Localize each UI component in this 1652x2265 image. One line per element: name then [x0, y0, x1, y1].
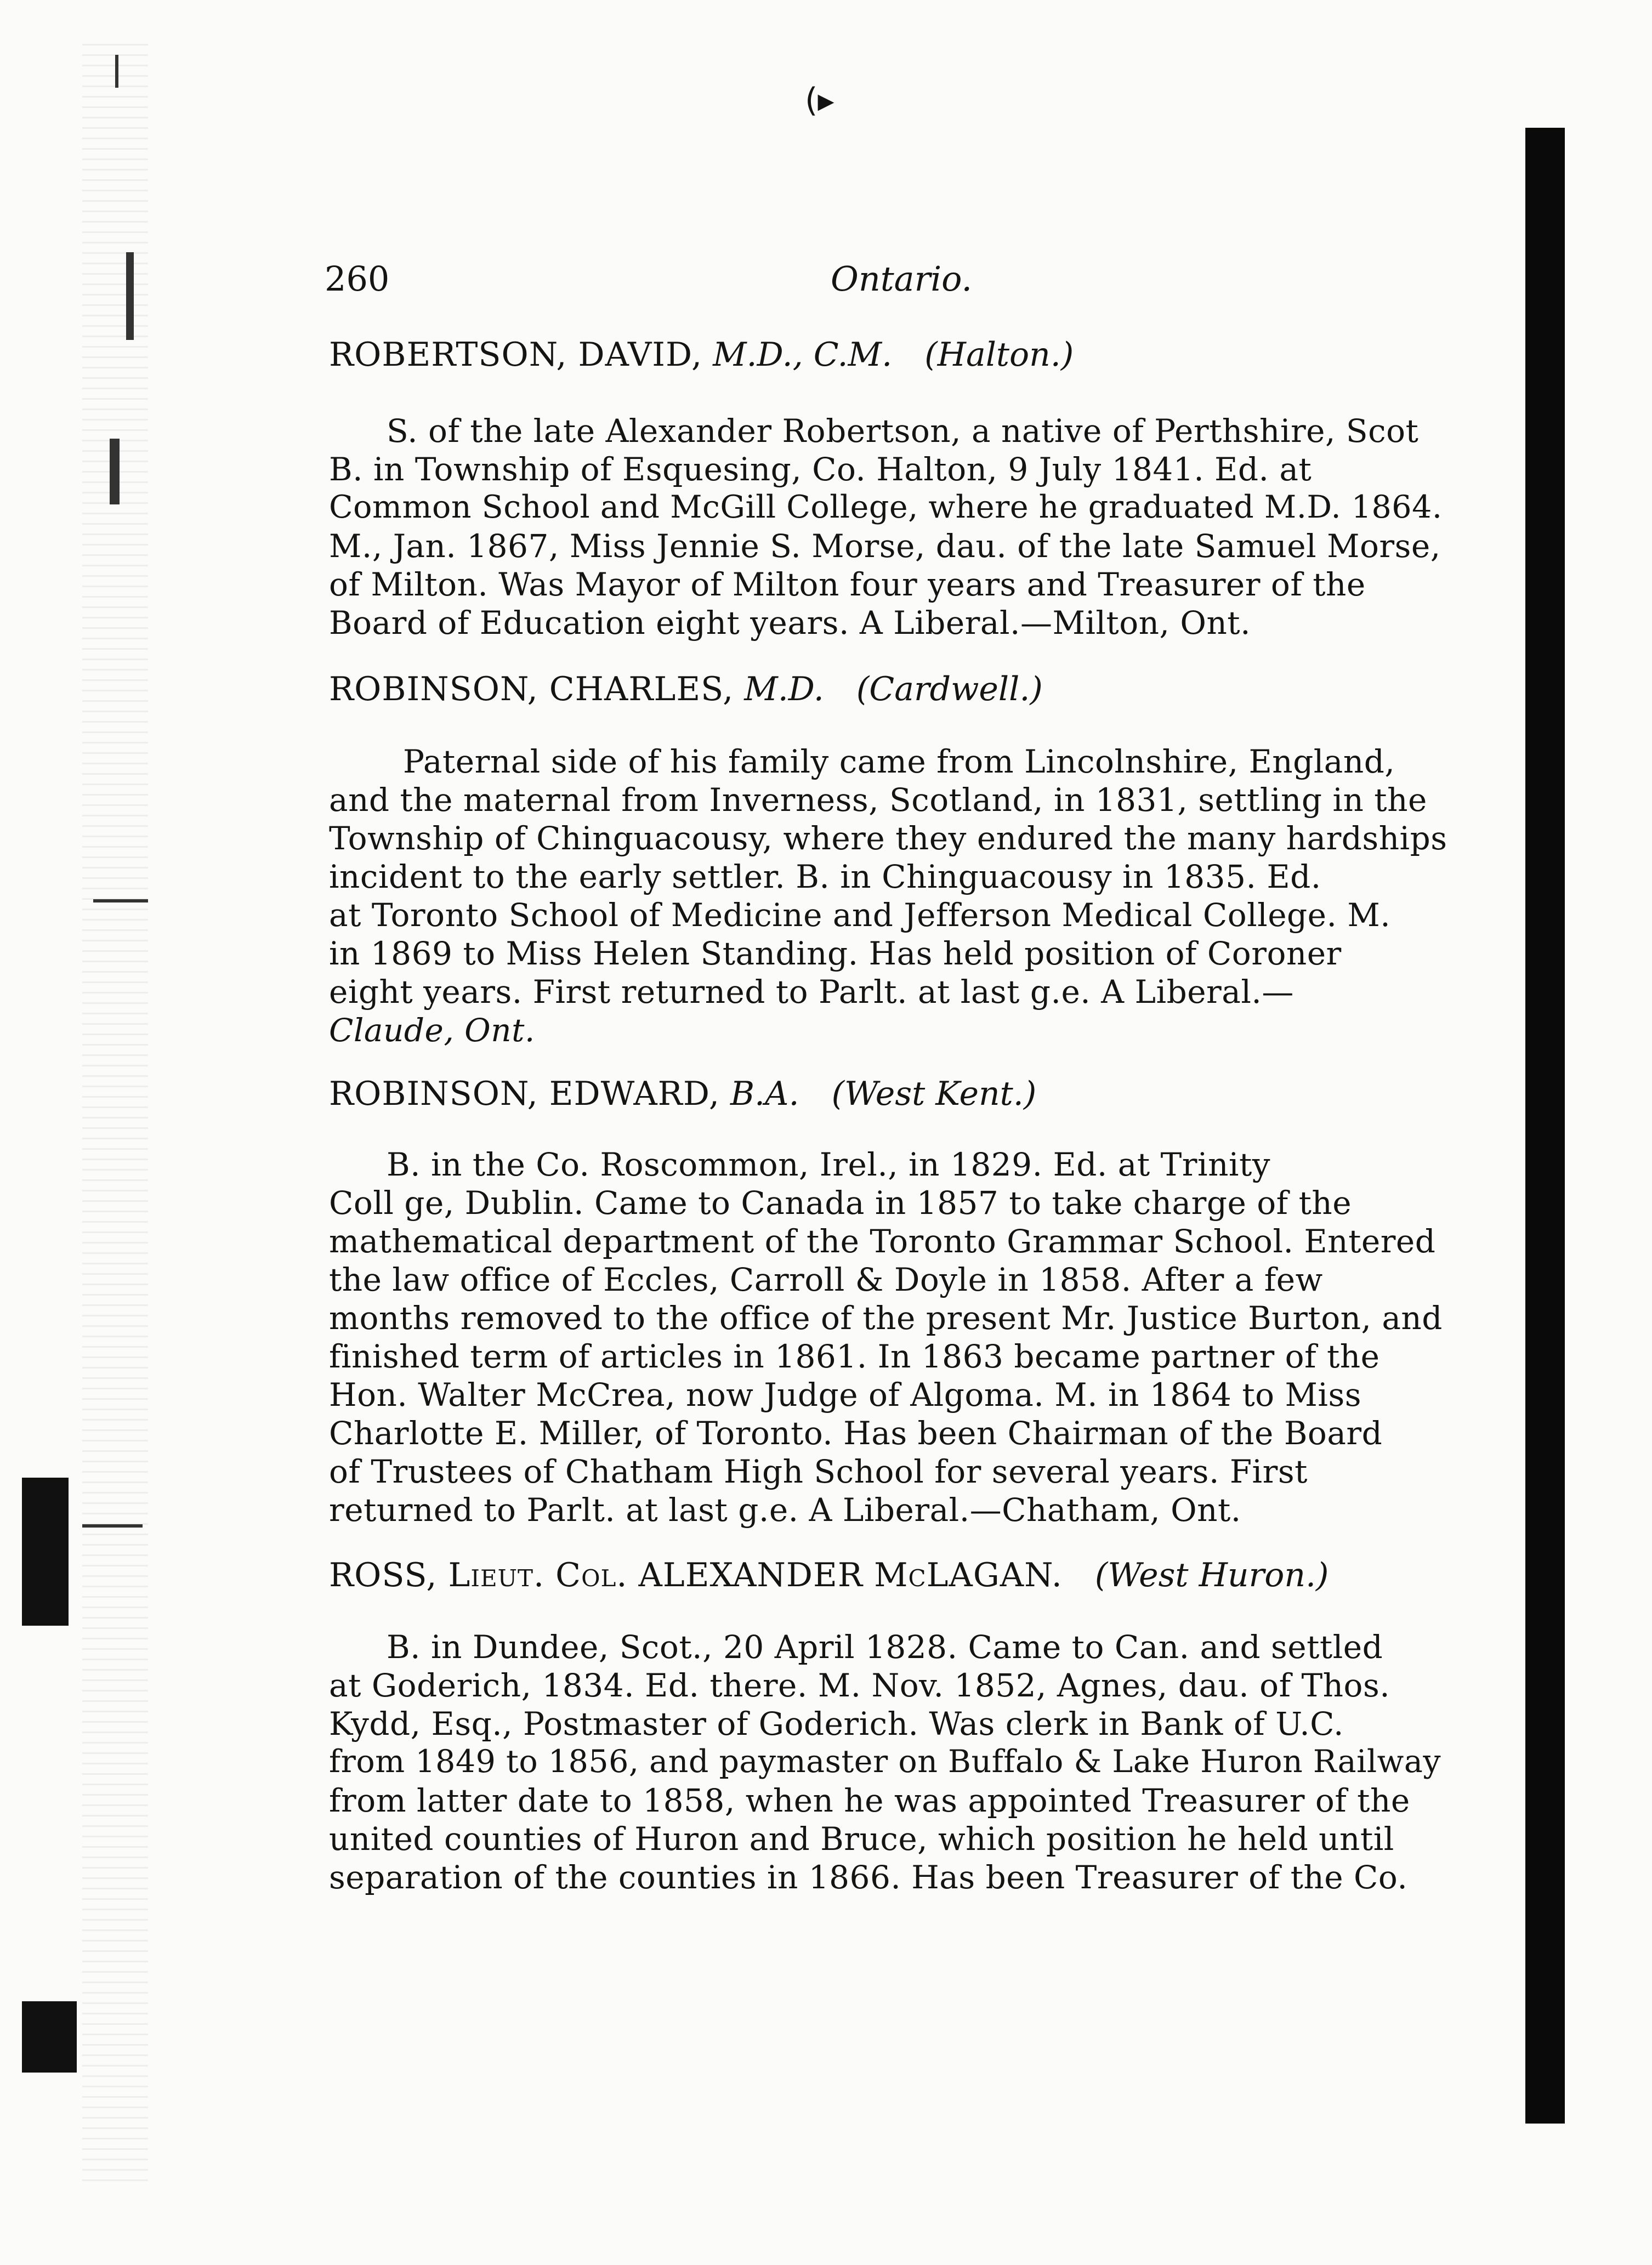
- entry-credentials: M.D.: [744, 670, 824, 708]
- entry-text-line: Charlotte E. Miller, of Toronto. Has been Chairman of the Board: [329, 1415, 1383, 1452]
- entry-riding: (Cardwell.): [856, 670, 1043, 708]
- running-head: Ontario.: [831, 259, 973, 299]
- entry-text-line: Kydd, Esq., Postmaster of Goderich. Was clerk in Bank of U.C.: [329, 1705, 1344, 1742]
- top-mark: (▸: [805, 81, 834, 120]
- scan-mark-block-upper: [22, 1478, 69, 1626]
- entry-name: ROSS, Lieut. Col. ALEXANDER McLAGAN.: [329, 1556, 1063, 1594]
- entry-text-line: united counties of Huron and Bruce, which position he held until: [329, 1820, 1394, 1858]
- entry-heading: [329, 336, 1074, 374]
- entry-text-line: Common School and McGill College, where he graduated M.D. 1864.: [329, 489, 1443, 525]
- entry-name: ROBERTSON, DAVID,: [329, 336, 703, 374]
- entry-riding: (West Huron.): [1094, 1556, 1329, 1594]
- entry-text-line: Hon. Walter McCrea, now Judge of Algoma. M. in 1864 to Miss: [329, 1376, 1361, 1414]
- entry-text-line: Claude, Ont.: [329, 1012, 535, 1049]
- entry-text-line: of Milton. Was Mayor of Milton four years and Treasurer of the: [329, 566, 1366, 603]
- entry-text-line: Paternal side of his family came from Lincolnshire, England,: [403, 743, 1395, 780]
- page-number: 260: [325, 259, 390, 299]
- entry-riding: (West Kent.): [831, 1075, 1037, 1113]
- entry-text-line: Township of Chinguacousy, where they endured the many hardships: [329, 820, 1447, 857]
- entry-text-line: mathematical department of the Toronto Grammar School. Entered: [329, 1223, 1436, 1260]
- entry-text-line: Coll ge, Dublin. Came to Canada in 1857 to take charge of the: [329, 1184, 1352, 1222]
- entry-text-line: at Toronto School of Medicine and Jefferson Medical College. M.: [329, 896, 1391, 934]
- entry-text-line: and the maternal from Inverness, Scotland, in 1831, settling in the: [329, 781, 1427, 819]
- entry-text-line: eight years. First returned to Parlt. at last g.e. A Liberal.—: [329, 973, 1294, 1011]
- entry-credentials: M.D., C.M.: [713, 336, 893, 374]
- entry-text-line: the law office of Eccles, Carroll & Doyle in 1858. After a few: [329, 1261, 1323, 1298]
- entry-text-line: from latter date to 1858, when he was appointed Treasurer of the: [329, 1782, 1410, 1819]
- entry-text-line: Board of Education eight years. A Liberal.—Milton, Ont.: [329, 604, 1251, 642]
- entry-text-line: from 1849 to 1856, and paymaster on Buffalo & Lake Huron Railway: [329, 1744, 1441, 1780]
- entry-text-line: B. in Dundee, Scot., 20 April 1828. Came to Can. and settled: [387, 1628, 1383, 1666]
- entry-heading: [329, 1075, 1036, 1113]
- entry-text-line: S. of the late Alexander Robertson, a native of Perthshire, Scot: [387, 412, 1419, 450]
- entry-text-line: months removed to the office of the present Mr. Justice Burton, and: [329, 1299, 1443, 1337]
- entry-heading: [329, 1556, 1329, 1594]
- scan-binding-shadow: [1525, 128, 1565, 2124]
- entry-name: ROBINSON, EDWARD,: [329, 1075, 720, 1113]
- entry-heading: [329, 670, 1043, 708]
- entry-text-line: finished term of articles in 1861. In 1863 became partner of the: [329, 1338, 1380, 1375]
- scan-edge-noise: [82, 44, 148, 2182]
- entry-text-line: incident to the early settler. B. in Chinguacousy in 1835. Ed.: [329, 858, 1321, 895]
- entry-text-line: B. in Township of Esquesing, Co. Halton, 9 July 1841. Ed. at: [329, 451, 1312, 488]
- entry-text-line: of Trustees of Chatham High School for several years. First: [329, 1453, 1308, 1490]
- entry-text-line: at Goderich, 1834. Ed. there. M. Nov. 1852, Agnes, dau. of Thos.: [329, 1667, 1390, 1704]
- entry-text-line: M., Jan. 1867, Miss Jennie S. Morse, dau. of the late Samuel Morse,: [329, 527, 1441, 565]
- entry-text-line: separation of the counties in 1866. Has been Treasurer of the Co.: [329, 1859, 1408, 1896]
- entry-riding: (Halton.): [924, 336, 1074, 374]
- entry-text-line: in 1869 to Miss Helen Standing. Has held position of Coroner: [329, 935, 1342, 972]
- entry-name: ROBINSON, CHARLES,: [329, 670, 734, 708]
- scan-mark-block-lower: [22, 2001, 77, 2073]
- entry-text-line: returned to Parlt. at last g.e. A Liberal.—Chatham, Ont.: [329, 1491, 1241, 1529]
- entry-text-line: B. in the Co. Roscommon, Irel., in 1829. Ed. at Trinity: [387, 1146, 1271, 1183]
- entry-credentials: B.A.: [730, 1075, 799, 1113]
